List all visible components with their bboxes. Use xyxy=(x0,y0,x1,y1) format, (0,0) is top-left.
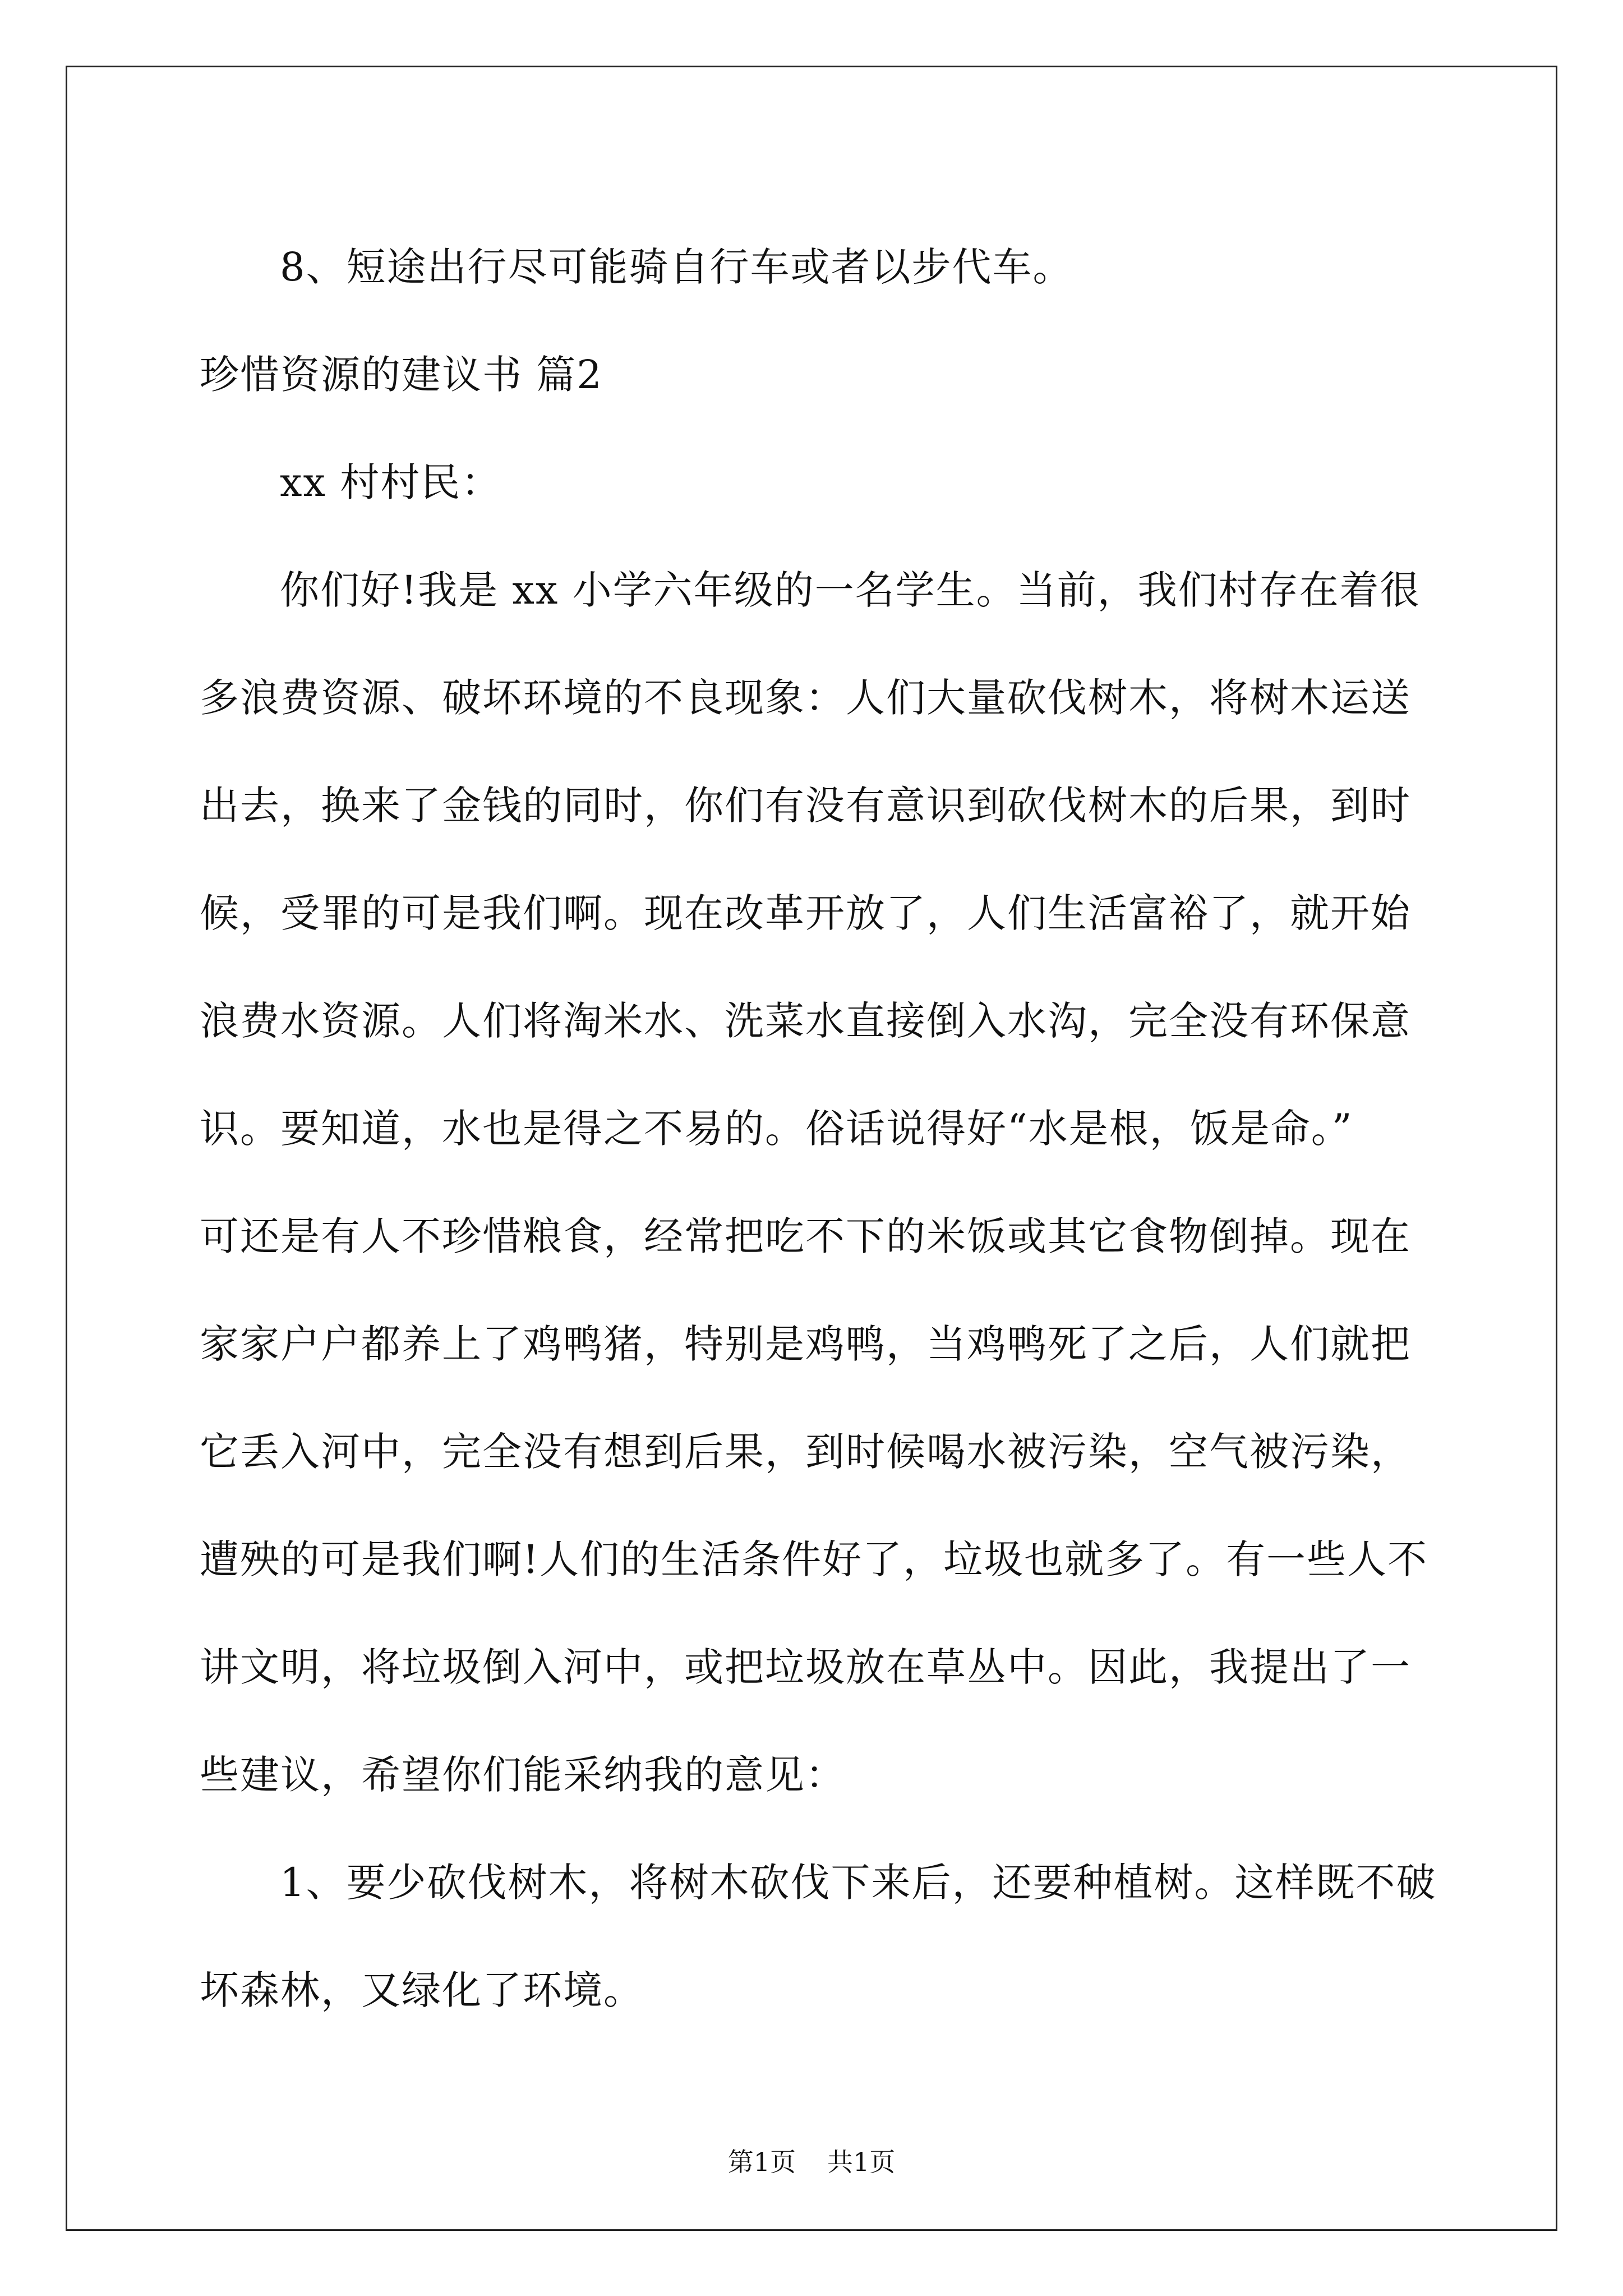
paragraph-line: 浪费水资源。人们将淘米水、洗菜水直接倒入水沟，完全没有环保意 xyxy=(200,998,1411,1044)
page-total: 共1页 xyxy=(827,2147,896,2177)
page-number: 第1页 xyxy=(727,2147,796,2177)
paragraph-line: 家家户户都养上了鸡鸭猪，特别是鸡鸭，当鸡鸭死了之后，人们就把 xyxy=(200,1321,1411,1367)
paragraph-line: 遭殃的可是我们啊!人们的生活条件好了，垃圾也就多了。有一些人不 xyxy=(200,1536,1428,1582)
list-item-1: 1、要少砍伐树木，将树木砍伐下来后，还要种植树。这样既不破 xyxy=(280,1860,1437,1906)
paragraph-line: 可还是有人不珍惜粮食，经常把吃不下的米饭或其它食物倒掉。现在 xyxy=(200,1213,1411,1259)
paragraph-line: 你们好!我是 xx 小学六年级的一名学生。当前，我们村存在着很 xyxy=(280,567,1421,613)
document-body xyxy=(200,213,1437,2044)
paragraph-line: 出去，换来了金钱的同时，你们有没有意识到砍伐树木的后果，到时 xyxy=(200,783,1411,829)
section-title: 珍惜资源的建议书 篇2 xyxy=(200,352,603,398)
paragraph-line: 它丢入河中，完全没有想到后果，到时候喝水被污染，空气被污染， xyxy=(200,1429,1411,1475)
salutation: xx 村村民： xyxy=(280,459,502,505)
paragraph-line: 坏森林，又绿化了环境。 xyxy=(200,1967,644,2013)
paragraph-line: 候，受罪的可是我们啊。现在改革开放了，人们生活富裕了，就开始 xyxy=(200,890,1411,936)
paragraph-line: 些建议，希望你们能采纳我的意见： xyxy=(200,1752,846,1798)
list-item-8: 8、短途出行尽可能骑自行车或者以步代车。 xyxy=(280,244,1073,290)
paragraph-line: 多浪费资源、破坏环境的不良现象：人们大量砍伐树木，将树木运送 xyxy=(200,675,1411,721)
page-footer xyxy=(0,2142,1623,2179)
paragraph-line: 识。要知道，水也是得之不易的。俗话说得好“水是根，饭是命。” xyxy=(200,1106,1353,1152)
paragraph-line: 讲文明，将垃圾倒入河中，或把垃圾放在草丛中。因此，我提出了一 xyxy=(200,1644,1411,1690)
